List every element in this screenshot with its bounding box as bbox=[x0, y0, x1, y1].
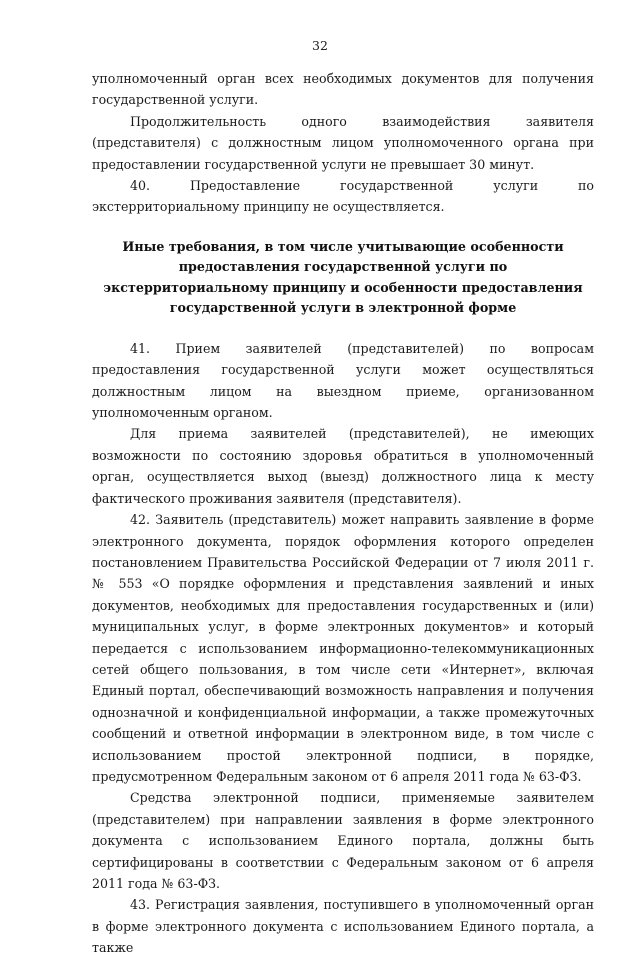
section-heading: Иные требования, в том числе учитывающие особенности предоставления государственной услуги по экстерриториальному принципу и особенности предоставления государственной услуги в электронной форме bbox=[103, 238, 583, 316]
paragraph-item-41: 41. Прием заявителей (представителей) по вопросам предоставления государственной услуги может осуществляться должностным лицом на выездном приеме, организованном уполномоченным органом. bbox=[92, 340, 594, 421]
paragraph: уполномоченный орган всех необходимых документов для получения государственной услуги. bbox=[92, 71, 594, 108]
paragraph: Продолжительность одного взаимодействия заявителя (представителя) с должностным лицом уполномоченного органа при предоставлении государственной услуги не превышает 30 минут. bbox=[92, 113, 594, 172]
paragraph-item-43: 43. Регистрация заявления, поступившего в уполномоченный орган в форме электронного документа с использованием Единого портала, а также bbox=[92, 897, 594, 956]
document-body bbox=[92, 68, 594, 959]
paragraph-item-42: 42. Заявитель (представитель) может направить заявление в форме электронного документа, порядок оформления которого определен постановлением Правительства Российской Федерации от 7 июля 2011 г. № 553 «О порядке оформления и представления заявлений и иных документов, необходимых для предоставления государственных и (или) муниципальных услуг, в форме электронных документов» и который передается с использованием информационно-телекоммуникационных сетей общего пользования, в том числе сети «Интернет», включая Единый портал, обеспечивающий возможность направления и получения однозначной и конфиденциальной информации, а также промежуточных сообщений и ответной информации в электронном виде, в том числе с использованием простой электронной подписи, в порядке, предусмотренном Федеральным законом от 6 апреля 2011 года № 63-ФЗ. bbox=[92, 512, 594, 784]
paragraph: Для приема заявителей (представителей), не имеющих возможности по состоянию здоровья обратиться в уполномоченный орган, осуществляется выход (выезд) должностного лица к месту фактического проживания заявителя (представителя). bbox=[92, 426, 594, 506]
paragraph: Средства электронной подписи, применяемые заявителем (представителем) при направлении заявления в форме электронного документа с использованием Единого портала, должны быть сертифицированы в соответствии с Федеральным законом от 6 апреля 2011 года № 63-ФЗ. bbox=[92, 790, 594, 891]
paragraph-item-40: 40. Предоставление государственной услуги по экстерриториальному принципу не осуществляется. bbox=[92, 178, 594, 215]
page-number: 32 bbox=[312, 38, 328, 53]
